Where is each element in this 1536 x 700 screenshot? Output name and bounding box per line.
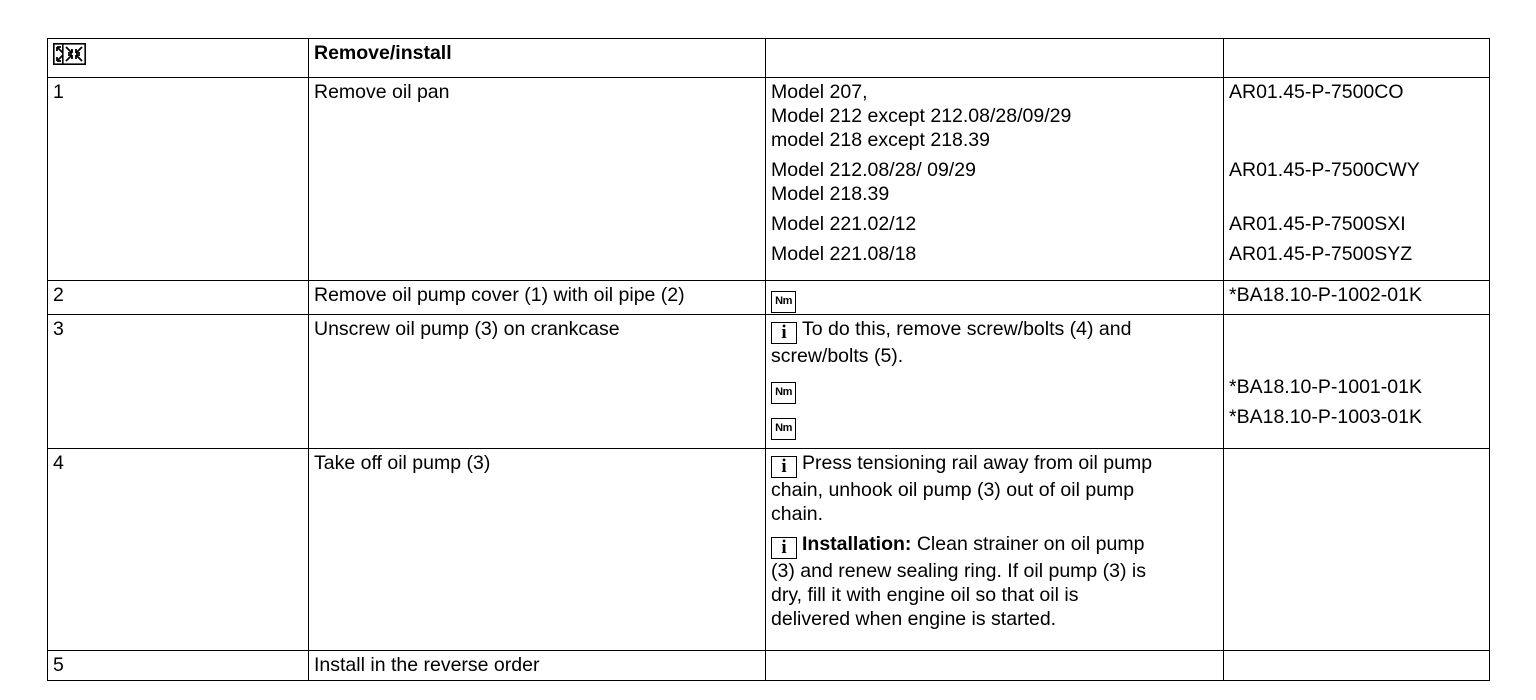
- procedure-table: [47, 38, 1490, 681]
- header-icons-cell: [48, 39, 309, 78]
- note-line: Model 218.39: [771, 183, 890, 205]
- step-number: 1: [48, 78, 309, 281]
- header-empty-cell: [766, 39, 1224, 78]
- torque-nm-icon[interactable]: Nm: [771, 418, 796, 440]
- info-icon[interactable]: i: [771, 456, 797, 478]
- step-number: 5: [48, 651, 309, 681]
- note-text: Clean strainer on oil pump: [916, 533, 1145, 555]
- note-line: Model 221.08/18: [771, 243, 917, 265]
- doc-ref-link[interactable]: *BA18.10-P-1001-01K: [1229, 376, 1422, 398]
- step-action: Take off oil pump (3): [309, 449, 766, 651]
- note-line: screw/bolts (5).: [771, 345, 904, 367]
- note-line: dry, fill it with engine oil so that oil is: [771, 584, 1079, 606]
- step-number: 4: [48, 449, 309, 651]
- installation-label: Installation:: [802, 533, 912, 555]
- note-line: chain, unhook oil pump (3) out of oil pump: [771, 479, 1135, 501]
- note-line: Model 212.08/28/ 09/29: [771, 159, 976, 181]
- step-action: Remove oil pump cover (1) with oil pipe (2): [309, 281, 766, 315]
- note-line: [771, 410, 1218, 440]
- step-notes: [766, 281, 1224, 315]
- info-icon[interactable]: i: [771, 537, 797, 559]
- torque-nm-icon[interactable]: Nm: [771, 382, 796, 404]
- table-row: [48, 281, 1490, 315]
- doc-ref-link[interactable]: AR01.45-P-7500SXI: [1229, 213, 1406, 235]
- doc-ref-link[interactable]: AR01.45-P-7500SYZ: [1229, 243, 1413, 265]
- step-number: 3: [48, 315, 309, 449]
- step-notes: [766, 449, 1224, 651]
- step-action: Unscrew oil pump (3) on crankcase: [309, 315, 766, 449]
- info-icon[interactable]: i: [771, 322, 797, 344]
- note-line: (3) and renew sealing ring. If oil pump (3) is: [771, 560, 1147, 582]
- step-refs: [1224, 449, 1490, 651]
- header-title: Remove/install: [309, 39, 766, 78]
- step-refs: [1224, 651, 1490, 681]
- note-line: [771, 317, 1218, 344]
- doc-ref-link[interactable]: AR01.45-P-7500CO: [1229, 81, 1404, 103]
- doc-ref-link[interactable]: *BA18.10-P-1003-01K: [1229, 406, 1422, 428]
- torque-nm-icon[interactable]: Nm: [771, 291, 796, 313]
- step-action: Install in the reverse order: [309, 651, 766, 681]
- step-refs: [1224, 315, 1490, 449]
- table-row: [48, 78, 1490, 281]
- note-line: [771, 451, 1218, 478]
- note-line: delivered when engine is started.: [771, 608, 1057, 630]
- note-line: chain.: [771, 503, 824, 525]
- note-line: [771, 532, 1218, 559]
- table-row: [48, 449, 1490, 651]
- table-row: [48, 651, 1490, 681]
- step-refs: [1224, 281, 1490, 315]
- table-row: [48, 315, 1490, 449]
- step-action: Remove oil pan: [309, 78, 766, 281]
- step-notes: [766, 651, 1224, 681]
- note-text: To do this, remove screw/bolts (4) and: [802, 318, 1132, 340]
- note-line: Model 207,: [771, 81, 868, 103]
- note-line: Model 221.02/12: [771, 213, 917, 235]
- note-text: Press tensioning rail away from oil pump: [802, 452, 1153, 474]
- note-line: model 218 except 218.39: [771, 129, 990, 151]
- doc-ref-link[interactable]: *BA18.10-P-1002-01K: [1229, 284, 1422, 306]
- step-notes: [766, 78, 1224, 281]
- step-notes: [766, 315, 1224, 449]
- doc-ref-link[interactable]: AR01.45-P-7500CWY: [1229, 159, 1420, 181]
- header-row: [48, 39, 1490, 78]
- step-refs: [1224, 78, 1490, 281]
- step-number: 2: [48, 281, 309, 315]
- header-empty-cell: [1224, 39, 1490, 78]
- note-line: Model 212 except 212.08/28/09/29: [771, 105, 1072, 127]
- note-line: [771, 374, 1218, 404]
